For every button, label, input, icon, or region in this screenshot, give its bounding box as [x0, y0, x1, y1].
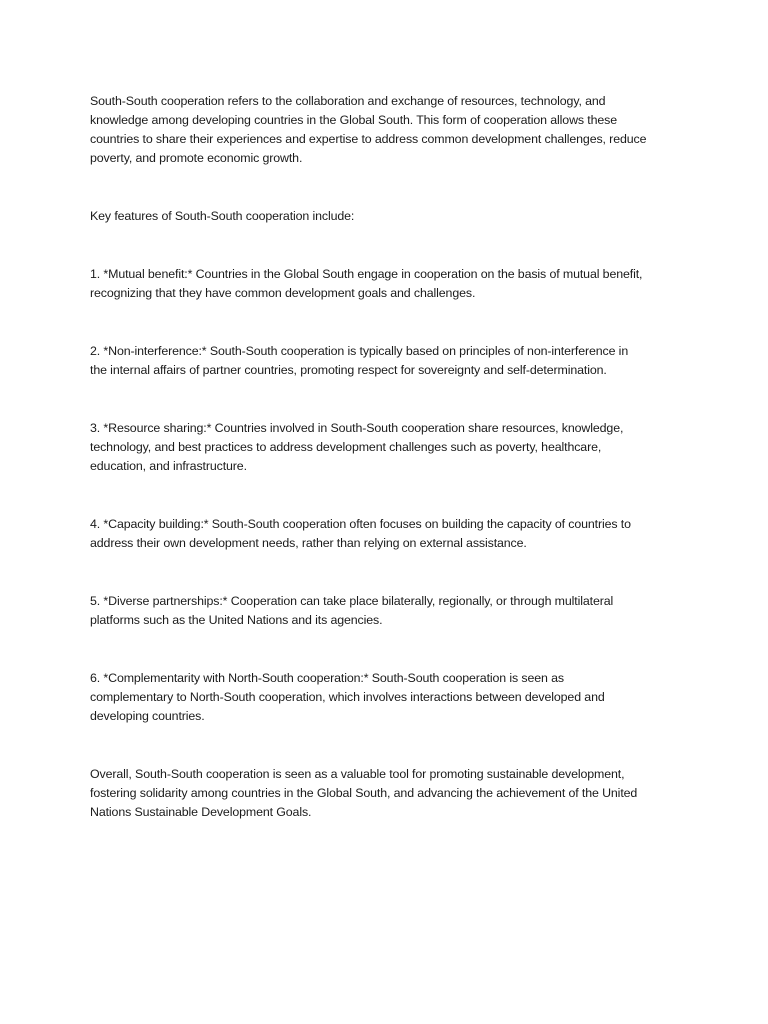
- text-line: 5. *Diverse partnerships:* Cooperation can take place bilaterally, regionally, or through multilateral: [90, 594, 614, 608]
- text-line: countries to share their experiences and expertise to address common development challenges, reduce: [90, 132, 647, 146]
- text-line: the internal affairs of partner countries, promoting respect for sovereignty and self-determination.: [90, 363, 607, 377]
- text-line: poverty, and promote economic growth.: [90, 151, 303, 165]
- text-line: 2. *Non-interference:* South-South cooperation is typically based on principles of non-interference in: [90, 344, 629, 358]
- text-line: recognizing that they have common development goals and challenges.: [90, 286, 476, 300]
- text-line: developing countries.: [90, 709, 205, 723]
- text-line: 6. *Complementarity with North-South cooperation:* South-South cooperation is seen as: [90, 671, 564, 685]
- text-line: knowledge among developing countries in the Global South. This form of cooperation allows these: [90, 113, 618, 127]
- text-line: 1. *Mutual benefit:* Countries in the Global South engage in cooperation on the basis of mutual benefit,: [90, 267, 643, 281]
- text-line: 3. *Resource sharing:* Countries involved in South-South cooperation share resources, knowledge,: [90, 421, 624, 435]
- text-line: Overall, South-South cooperation is seen as a valuable tool for promoting sustainable development,: [90, 767, 625, 781]
- text-line: South-South cooperation refers to the collaboration and exchange of resources, technology, and: [90, 94, 606, 108]
- text-line: complementary to North-South cooperation, which involves interactions between developed and: [90, 690, 605, 704]
- text-line: education, and infrastructure.: [90, 459, 247, 473]
- text-line: 4. *Capacity building:* South-South cooperation often focuses on building the capacity of countries to: [90, 517, 631, 531]
- text-line: Nations Sustainable Development Goals.: [90, 805, 312, 819]
- text-line: address their own development needs, rather than relying on external assistance.: [90, 536, 527, 550]
- text-line: platforms such as the United Nations and its agencies.: [90, 613, 383, 627]
- text-line: technology, and best practices to address development challenges such as poverty, healthcare,: [90, 440, 602, 454]
- features-heading: Key features of South-South cooperation include:: [90, 209, 355, 223]
- text-line: fostering solidarity among countries in the Global South, and advancing the achievement of the United: [90, 786, 638, 800]
